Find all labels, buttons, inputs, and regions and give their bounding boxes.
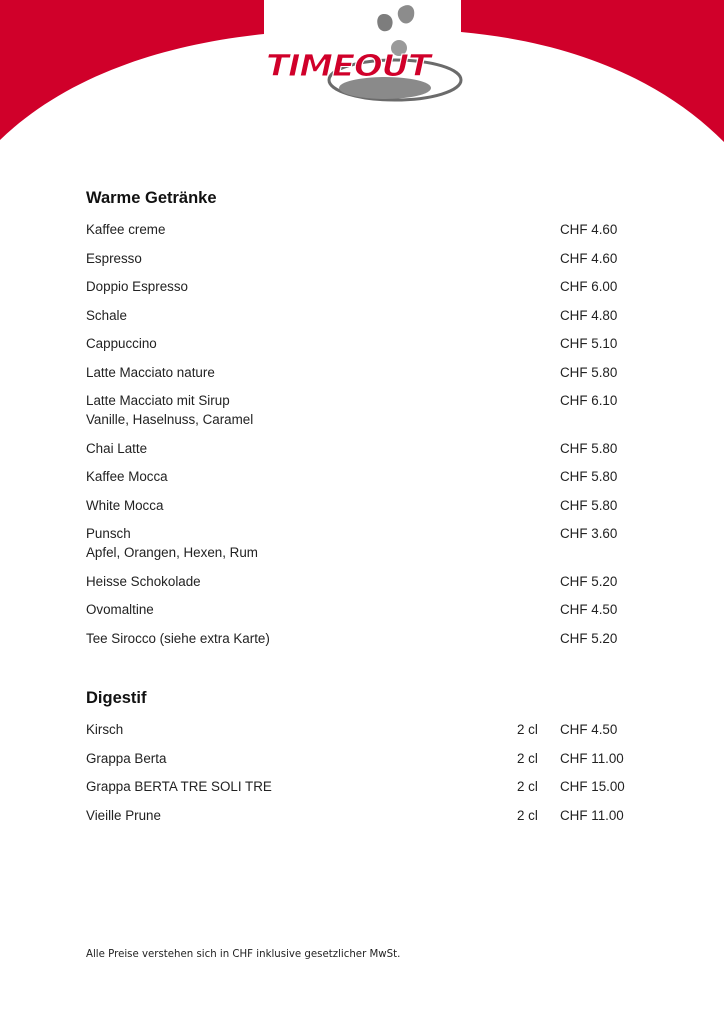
timeout-logo: [266, 5, 461, 100]
item-price: CHF 4.50: [560, 602, 618, 617]
item-price: CHF 11.00: [560, 807, 624, 823]
item-name: Chai Latte: [86, 440, 148, 456]
item-price: CHF 4.80: [560, 307, 618, 323]
logo-wordmark: TIMEOUT: [266, 49, 434, 84]
item-name: Schale: [86, 307, 127, 323]
item-description: Vanille, Haselnuss, Caramel: [86, 412, 254, 427]
item-quantity: 2 cl: [517, 807, 538, 823]
item-description: Apfel, Orangen, Hexen, Rum: [86, 545, 258, 560]
menu-item: [86, 334, 646, 353]
item-name: White Mocca: [86, 497, 164, 513]
item-price: CHF 15.00: [560, 779, 625, 794]
menu-item: [86, 524, 646, 562]
item-name: Ovomaltine: [86, 602, 154, 617]
item-name: Doppio Espresso: [86, 279, 188, 294]
menu-item: [86, 629, 646, 648]
item-price: CHF 6.00: [560, 279, 618, 294]
item-name: Cappuccino: [86, 336, 157, 351]
item-price: CHF 6.10: [560, 393, 618, 408]
section-title: Digestif: [86, 689, 147, 707]
item-quantity: 2 cl: [517, 779, 538, 794]
section-digestif: [86, 686, 646, 823]
item-price: CHF 5.80: [560, 469, 618, 484]
item-name: Latte Macciato nature: [86, 364, 215, 380]
menu-item: [86, 749, 646, 768]
header-red-left: [0, 0, 264, 140]
item-name: Espresso: [86, 250, 142, 266]
menu-item: [86, 806, 646, 825]
menu-item: [86, 572, 646, 591]
footer-note: Alle Preise verstehen sich in CHF inklusive gesetzlicher MwSt.: [86, 949, 401, 960]
item-price: CHF 5.20: [560, 573, 618, 589]
item-price: CHF 11.00: [560, 750, 624, 766]
header-red-right: [461, 0, 724, 142]
item-name: Kirsch: [86, 722, 124, 737]
item-price: CHF 4.60: [560, 250, 618, 266]
item-price: CHF 3.60: [560, 526, 618, 541]
menu-item: [86, 496, 646, 515]
menu-item: [86, 439, 646, 458]
header: [0, 0, 724, 160]
item-quantity: 2 cl: [517, 750, 538, 766]
item-name: Grappa Berta: [86, 750, 167, 766]
item-price: CHF 5.80: [560, 440, 618, 456]
item-name: Vieille Prune: [86, 807, 161, 823]
section-title: Warme Getränke: [86, 189, 217, 207]
item-price: CHF 5.80: [560, 497, 618, 513]
item-price: CHF 5.10: [560, 336, 618, 351]
item-price: CHF 5.80: [560, 364, 618, 380]
item-name: Heisse Schokolade: [86, 573, 201, 589]
menu-item: [86, 363, 646, 382]
menu-item: [86, 600, 646, 619]
menu-item: [86, 306, 646, 325]
menu-item: [86, 249, 646, 268]
item-name: Punsch: [86, 526, 131, 541]
menu-item: [86, 391, 646, 429]
item-name: Kaffee Mocca: [86, 469, 168, 484]
item-price: CHF 4.50: [560, 722, 618, 737]
menu-item: [86, 720, 646, 739]
item-name: Kaffee creme: [86, 222, 166, 237]
menu-item: [86, 777, 646, 796]
menu-item: [86, 220, 646, 239]
item-price: CHF 4.60: [560, 222, 618, 237]
header-graphic: [0, 0, 724, 160]
item-name: Latte Macciato mit Sirup: [86, 393, 230, 408]
item-price: CHF 5.20: [560, 630, 618, 646]
menu-item: [86, 467, 646, 486]
section-warme-getraenke: [86, 186, 646, 646]
item-name: Grappa BERTA TRE SOLI TRE: [86, 779, 272, 794]
item-quantity: 2 cl: [517, 722, 538, 737]
item-name: Tee Sirocco (siehe extra Karte): [86, 630, 270, 646]
menu-item: [86, 277, 646, 296]
